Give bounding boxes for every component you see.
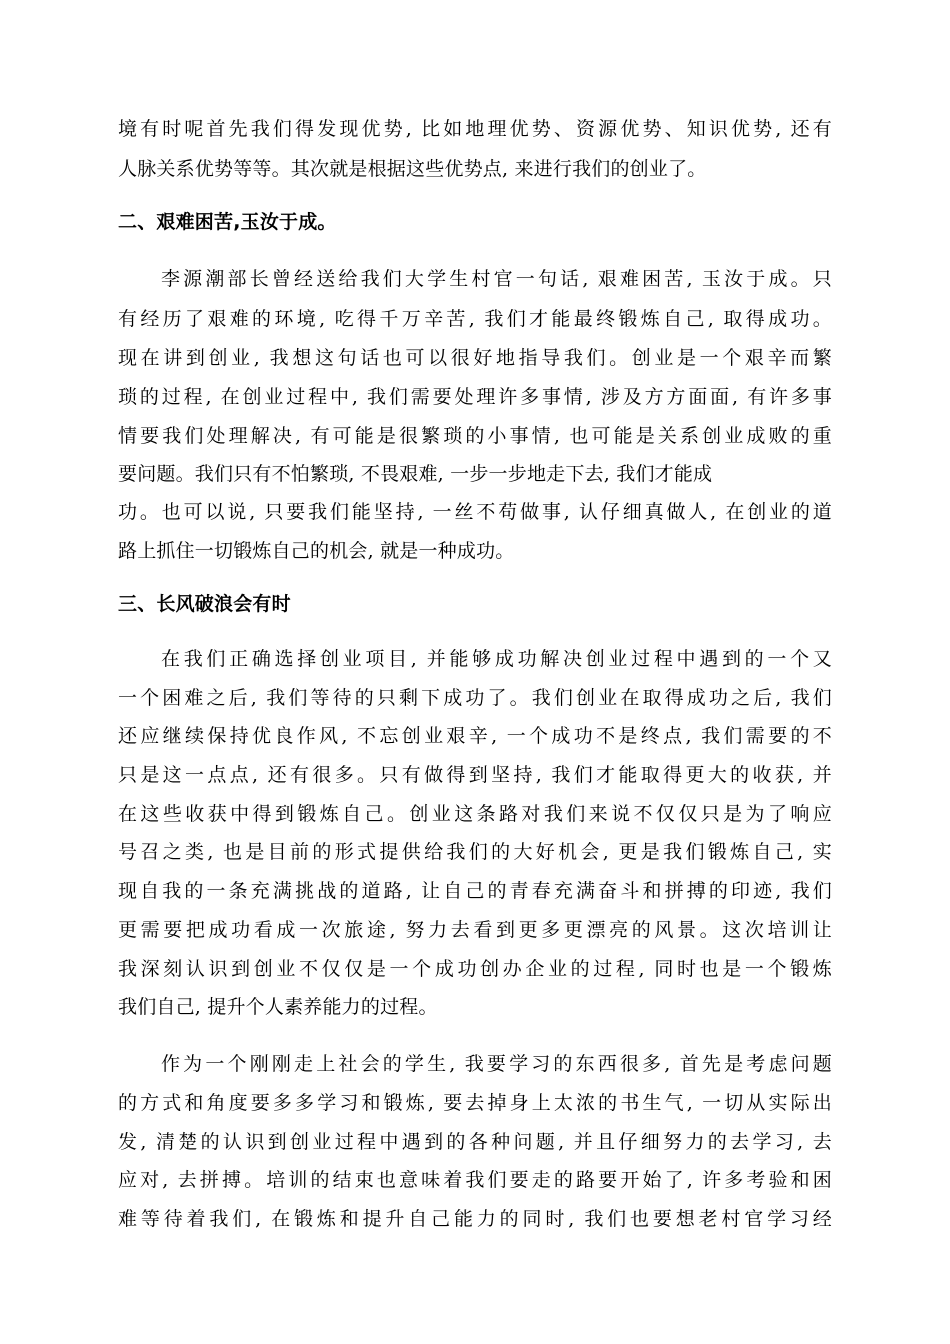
body-text-line: 难等待着我们, 在锻炼和提升自己能力的同时, 我们也要想老村官学习经 xyxy=(118,1208,832,1230)
body-text-line: 我深刻认识到创业不仅仅是一个成功创办企业的过程, 同时也是一个锻炼 xyxy=(118,958,832,980)
body-text-line: 有经历了艰难的环境, 吃得千万辛苦, 我们才能最终锻炼自己, 取得成功。 xyxy=(118,308,832,330)
body-text-line: 琐的过程, 在创业过程中, 我们需要处理许多事情, 涉及方方面面, 有许多事 xyxy=(118,386,832,408)
body-text-line: 发, 清楚的认识到创业过程中遇到的各种问题, 并且仔细努力的去学习, 去 xyxy=(118,1131,832,1153)
body-text-line: 的方式和角度要多多学习和锻炼, 要去掉身上太浓的书生气, 一切从实际出 xyxy=(118,1092,832,1114)
body-text-line: 更需要把成功看成一次旅途, 努力去看到更多更漂亮的风景。这次培训让 xyxy=(118,919,832,941)
body-text-line: 在我们正确选择创业项目, 并能够成功解决创业过程中遇到的一个又 xyxy=(161,648,832,670)
body-text-line: 我们自己, 提升个人素养能力的过程。 xyxy=(118,996,438,1018)
body-text-line: 要问题。我们只有不怕繁琐, 不畏艰难, 一步一步地走下去, 我们才能成 xyxy=(118,463,713,485)
body-text-line: 应对, 去拼搏。培训的结束也意味着我们要走的路要开始了, 许多考验和困 xyxy=(118,1169,832,1191)
body-text-line: 只是这一点点, 还有很多。只有做得到坚持, 我们才能取得更大的收获, 并 xyxy=(118,764,832,786)
body-text-line: 现自我的一条充满挑战的道路, 让自己的青春充满奋斗和拼搏的印迹, 我们 xyxy=(118,880,832,902)
body-text-line: 作为一个刚刚走上社会的学生, 我要学习的东西很多, 首先是考虑问题 xyxy=(161,1053,832,1075)
body-text-line: 在这些收获中得到锻炼自己。创业这条路对我们来说不仅仅只是为了响应 xyxy=(118,803,832,825)
body-text-line: 境有时呢首先我们得发现优势, 比如地理优势、资源优势、知识优势, 还有 xyxy=(118,118,832,140)
body-text-line: 还应继续保持优良作风, 不忘创业艰辛, 一个成功不是终点, 我们需要的不 xyxy=(118,725,832,747)
section-heading: 三、长风破浪会有时 xyxy=(118,593,291,615)
section-heading: 二、艰难困苦,玉汝于成。 xyxy=(118,211,337,233)
body-text-line: 功。也可以说, 只要我们能坚持, 一丝不苟做事, 认仔细真做人, 在创业的道 xyxy=(118,501,832,523)
body-text-line: 现在讲到创业, 我想这句话也可以很好地指导我们。创业是一个艰辛而繁 xyxy=(118,347,832,369)
body-text-line: 情要我们处理解决, 有可能是很繁琐的小事情, 也可能是关系创业成败的重 xyxy=(118,425,832,447)
body-text-line: 号召之类, 也是目前的形式提供给我们的大好机会, 更是我们锻炼自己, 实 xyxy=(118,841,832,863)
body-text-line: 人脉关系优势等等。其次就是根据这些优势点, 来进行我们的创业了。 xyxy=(118,158,707,180)
body-text-line: 李源潮部长曾经送给我们大学生村官一句话, 艰难困苦, 玉汝于成。只 xyxy=(161,268,832,290)
body-text-line: 路上抓住一切锻炼自己的机会, 就是一种成功。 xyxy=(118,540,515,562)
body-text-line: 一个困难之后, 我们等待的只剩下成功了。我们创业在取得成功之后, 我们 xyxy=(118,687,832,709)
